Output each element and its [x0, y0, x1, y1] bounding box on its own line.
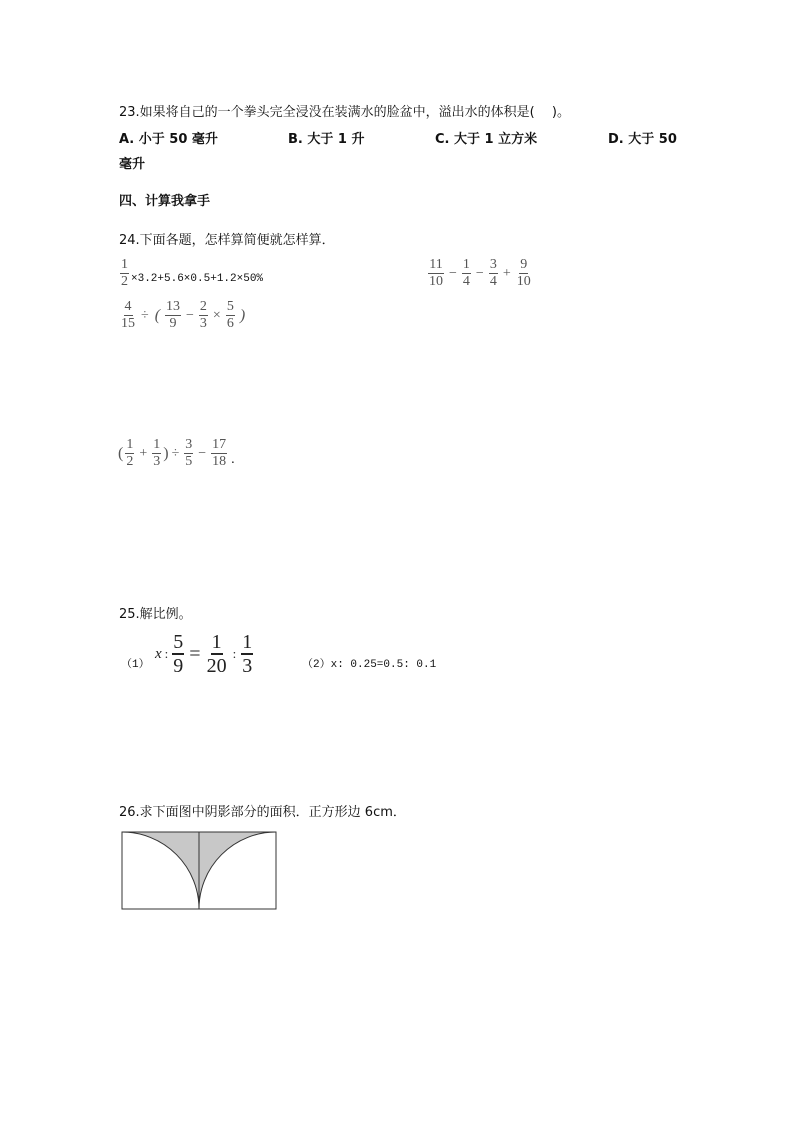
- fraction: $\frac{1}{20}$: [206, 631, 227, 677]
- fraction: $\frac{1}{2}$: [121, 257, 128, 289]
- q25-part1-label: （1）: [121, 659, 150, 671]
- fraction: $\frac{5}{6}$: [226, 299, 234, 331]
- paren: (: [118, 444, 124, 462]
- q23-question: 23.如果将自己的一个拳头完全浸没在装满水的脸盆中，溢出水的体积是( )。: [119, 105, 570, 120]
- operator: −: [198, 445, 207, 461]
- fraction: $\frac{1}{3}$: [242, 631, 253, 677]
- fraction: $\frac{4}{15}$: [121, 299, 135, 331]
- operator: ÷: [141, 307, 149, 323]
- fraction: $\frac{13}{9}$: [166, 299, 181, 331]
- operator: −: [475, 265, 484, 281]
- fraction: $\frac{1}{3}$: [153, 437, 161, 469]
- fraction: $\frac{1}{2}$: [126, 437, 134, 469]
- operator: −: [449, 265, 457, 281]
- fraction: $\frac{1}{4}$: [462, 257, 470, 289]
- operator: ×: [212, 307, 221, 323]
- operator: −: [186, 307, 194, 323]
- paren: ): [163, 444, 169, 462]
- q24-expr-1: [118, 258, 263, 289]
- equals: =: [189, 642, 201, 665]
- q24-expr-4: [118, 438, 235, 469]
- q23-option-d-wrap: 毫升: [119, 157, 146, 172]
- fraction: $\frac{2}{3}$: [199, 299, 207, 331]
- fraction: $\frac{17}{18}$: [212, 437, 227, 469]
- colon: :: [232, 646, 237, 661]
- fraction: $\frac{5}{9}$: [173, 631, 184, 677]
- paren: ): [239, 306, 246, 324]
- shaded-area-figure: [121, 831, 278, 911]
- section-title: 四、计算我拿手: [119, 194, 211, 209]
- variable-x: x: [155, 645, 162, 662]
- colon: :: [164, 646, 169, 661]
- fraction: $\frac{3}{4}$: [489, 257, 497, 289]
- q23-option-b: B. 大于 1 升: [288, 132, 365, 147]
- operator: ÷: [171, 445, 180, 461]
- fraction: $\frac{3}{5}$: [185, 437, 193, 469]
- operator: +: [502, 265, 511, 281]
- q25-part2: （2）x: 0.25=0.5: 0.1: [302, 659, 437, 671]
- q25-question: 25.解比例。: [119, 607, 192, 622]
- period: .: [231, 451, 235, 467]
- q23-option-c: C. 大于 1 立方米: [435, 132, 538, 147]
- q24-expr-3: [118, 300, 248, 331]
- q25-part1-proportion: [155, 632, 255, 676]
- fraction: $\frac{9}{10}$: [516, 257, 531, 289]
- q24-question: 24.下面各题，怎样算简便就怎样算．: [119, 233, 335, 248]
- q24-expr-2: [426, 258, 534, 289]
- q23-option-d: D. 大于 50: [608, 132, 677, 147]
- paren: (: [154, 306, 161, 324]
- q24-expr-1-rest: ×3.2+5.6×0.5+1.2×50%: [131, 272, 264, 285]
- q26-question: 26.求下面图中阴影部分的面积．正方形边 6cm．: [119, 805, 406, 820]
- fraction: $\frac{11}{10}$: [429, 257, 443, 289]
- q23-option-a: A. 小于 50 毫升: [119, 132, 218, 147]
- operator: +: [139, 445, 148, 461]
